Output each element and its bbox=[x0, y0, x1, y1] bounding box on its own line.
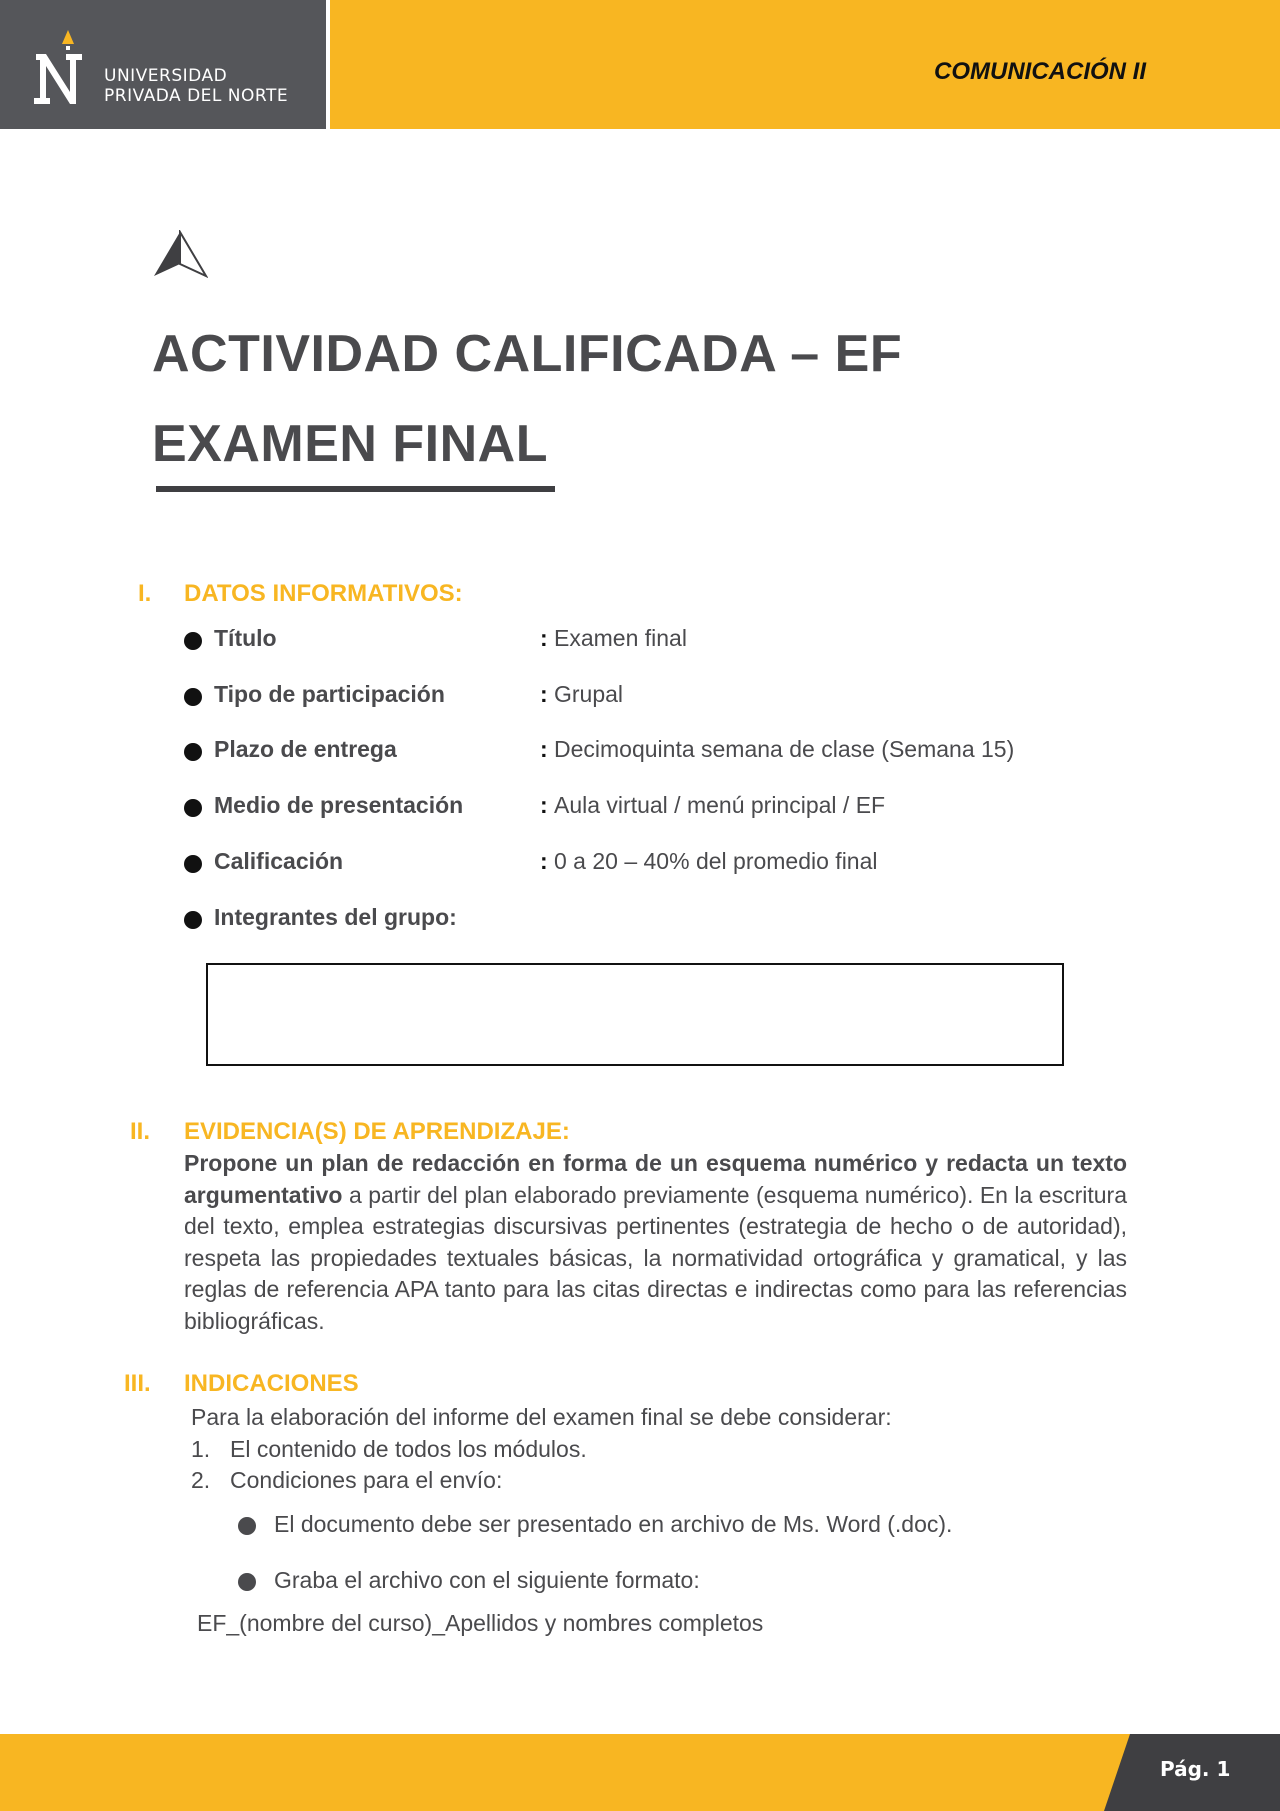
university-name bbox=[104, 66, 288, 106]
info-label: Integrantes del grupo: bbox=[214, 904, 457, 930]
info-value: Examen final bbox=[554, 625, 687, 651]
course-title: COMUNICACIÓN II bbox=[934, 58, 1146, 85]
info-colon: : bbox=[540, 848, 548, 874]
evidence-text: a partir del plan elaborado previamente (esquema numérico). En la escritura del texto, emplea estrategias discursivas pertinentes (estrategia de hecho o de autoridad), respeta las propiedades textuales básicas, la normatividad ortográfica y gramatical, y las reglas de referencia APA tanto para las citas directas e indirectas como para las referencias bibliográficas. bbox=[184, 1181, 1127, 1334]
list-item: El contenido de todos los módulos. bbox=[230, 1436, 587, 1462]
info-row-titulo bbox=[184, 625, 1084, 657]
bullet-icon bbox=[184, 799, 202, 817]
bullet-icon bbox=[184, 632, 202, 650]
bullet-icon bbox=[184, 743, 202, 761]
info-row-integrantes bbox=[184, 904, 1084, 936]
info-row-calificacion bbox=[184, 848, 1084, 880]
upn-logo-icon bbox=[32, 30, 88, 106]
info-value: Decimoquinta semana de clase (Semana 15) bbox=[554, 736, 1015, 762]
info-label: Título bbox=[214, 625, 277, 651]
info-label: Medio de presentación bbox=[214, 792, 464, 818]
evidence-bold-text: Propone un plan de redacción en forma de un esquema numérico y redacta un texto argumentativo bbox=[184, 1150, 1127, 1208]
info-colon: : bbox=[540, 792, 548, 818]
info-value: Aula virtual / menú principal / EF bbox=[554, 792, 886, 818]
bullet-icon bbox=[184, 911, 202, 929]
logo-line-2: PRIVADA DEL NORTE bbox=[104, 86, 289, 106]
info-colon: : bbox=[540, 681, 548, 707]
bullet-item: El documento debe ser presentado en archivo de Ms. Word (.doc). bbox=[274, 1511, 953, 1537]
title-underline bbox=[156, 486, 555, 492]
bullet-item: Graba el archivo con el siguiente formato: bbox=[274, 1567, 700, 1593]
page-number: Pág. 1 bbox=[1160, 1757, 1231, 1781]
navigation-arrow-icon bbox=[152, 230, 208, 278]
section-title: EVIDENCIA(S) DE APRENDIZAJE: bbox=[184, 1118, 570, 1145]
university-logo-block bbox=[0, 0, 326, 129]
group-members-box[interactable] bbox=[206, 963, 1064, 1066]
bullet-icon bbox=[184, 855, 202, 873]
exam-title: EXAMEN FINAL bbox=[152, 415, 548, 473]
file-format: EF_(nombre del curso)_Apellidos y nombres completos bbox=[197, 1610, 764, 1636]
section-number: III. bbox=[124, 1370, 151, 1397]
info-row-medio bbox=[184, 792, 1084, 824]
section-title: INDICACIONES bbox=[184, 1370, 359, 1397]
bullet-icon bbox=[238, 1573, 256, 1591]
section-number: I. bbox=[138, 580, 152, 607]
logo-line-1: UNIVERSIDAD bbox=[104, 66, 228, 86]
info-value: Grupal bbox=[554, 681, 624, 707]
info-colon: : bbox=[540, 625, 548, 651]
section-title: DATOS INFORMATIVOS: bbox=[184, 580, 463, 607]
list-number: 1. bbox=[191, 1436, 211, 1462]
list-item: Condiciones para el envío: bbox=[230, 1467, 503, 1493]
info-row-plazo bbox=[184, 736, 1084, 768]
footer-band bbox=[0, 1734, 1280, 1811]
bullet-icon bbox=[238, 1517, 256, 1535]
info-row-tipo bbox=[184, 681, 1084, 713]
info-label: Calificación bbox=[214, 848, 344, 874]
info-value: 0 a 20 – 40% del promedio final bbox=[554, 848, 878, 874]
evidence-paragraph bbox=[184, 1148, 1127, 1337]
info-label: Tipo de participación bbox=[214, 681, 445, 707]
section-number: II. bbox=[130, 1118, 151, 1145]
bullet-icon bbox=[184, 688, 202, 706]
info-colon: : bbox=[540, 736, 548, 762]
activity-title: ACTIVIDAD CALIFICADA – EF bbox=[152, 325, 903, 383]
indications-intro: Para la elaboración del informe del examen final se debe considerar: bbox=[191, 1404, 892, 1430]
info-label: Plazo de entrega bbox=[214, 736, 397, 762]
list-number: 2. bbox=[191, 1467, 211, 1493]
